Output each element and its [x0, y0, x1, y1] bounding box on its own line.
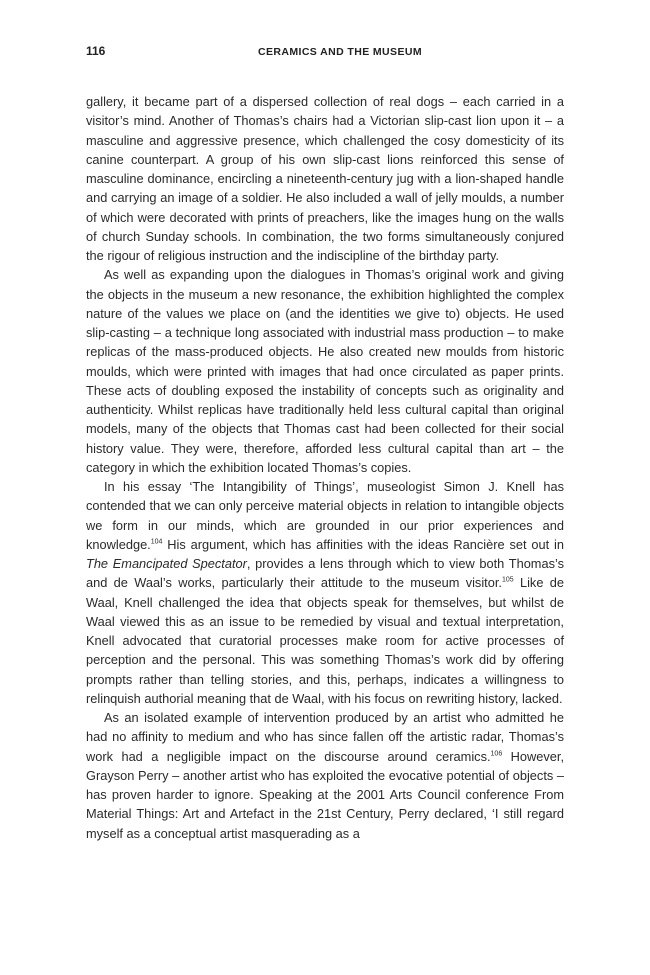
paragraph-4-text-b: However, Grayson Perry – another artist who has exploited the evocative potential of objects – has proven harder to ignore. Speaking at the 2001 Arts Council conference From Material Things: Art and Artefact in the 21st Century, Perry declared, ‘I still regard myself as a conceptual artist masquerading as a [86, 748, 564, 841]
paragraph-3-text-c: , provides a lens through which to view both Thomas’s and de Waal’s works, particularly their attitude to the museum visitor. [86, 556, 564, 591]
footnote-ref-106[interactable]: 106 [490, 750, 503, 758]
paragraph-1: gallery, it became part of a dispersed collection of real dogs – each carried in a visitor’s mind. Another of Thomas’s chairs had a Victorian slip-cast lion upon it – a masculine and aggressive presence, which challenged the cosy domesticity of its canine counterpart. A group of his own slip-cast lions reinforced this sense of masculine dominance, encircling a nineteenth-century jug with a lion-shaped handle and carrying an image of a soldier. He also included a wall of jelly moulds, a number of which were decorated with prints of preachers, like the images hung on the walls of church Sunday schools. In combination, the two forms simultaneously conjured the rigour of religious instruction and the indiscipline of the birthday party. [86, 94, 564, 263]
paragraph-3 [86, 477, 564, 708]
paragraph-2: As well as expanding upon the dialogues in Thomas’s original work and giving the objects in the museum a new resonance, the exhibition highlighted the complex nature of the values we place on (and the identities we give to) objects. He used slip-casting – a technique long associated with industrial mass production – to make replicas of the mass-produced objects. He also created new moulds from historic moulds, which were printed with images that had once circulated as paper prints. These acts of doubling exposed the instability of concepts such as originality and authenticity. Whilst replicas have traditionally held less cultural capital than original models, many of the objects that Thomas cast had been collected for their social history value. They were, therefore, afforded less cultural capital than art – the category in which the exhibition located Thomas’s copies. [86, 267, 564, 475]
paragraph-3-text-a: In his essay ‘The Intangibility of Things’, museologist Simon J. Knell has contended that we can only perceive material objects in relation to intangible objects we form in our minds, which are grounded in our prior experiences and knowledge. [86, 479, 564, 552]
page-header [86, 44, 564, 64]
paragraph-4 [86, 708, 564, 843]
paragraph-3-text-d: Like de Waal, Knell challenged the idea that objects speak for themselves, but whilst de Waal viewed this as an issue to be remedied by visual and textual interpretation, Knell advocated that curatorial processes make room for active processes of perception and the personal. This was something Thomas’s work did by offering prompts rather than telling stories, and this, perhaps, indicates a willingness to relinquish authorial meaning that de Waal, with his focus on rewriting history, lacked. [86, 575, 565, 706]
paragraph-3-text-b: His argument, which has affinities with the ideas Rancière set out in [162, 536, 564, 552]
body-text [86, 92, 564, 843]
footnote-ref-104[interactable]: 104 [150, 538, 163, 546]
book-title: The Emancipated Spectator [86, 556, 247, 571]
paragraph-4-text-a: As an isolated example of intervention produced by an artist who admitted he had no affinity to medium and who has since fallen off the artistic radar, Thomas’s work had a negligible impact on the discourse around ceramics. [86, 710, 564, 764]
footnote-ref-105[interactable]: 105 [501, 576, 514, 584]
page-number: 116 [86, 44, 106, 58]
running-head: CERAMICS AND THE MUSEUM [258, 46, 422, 58]
